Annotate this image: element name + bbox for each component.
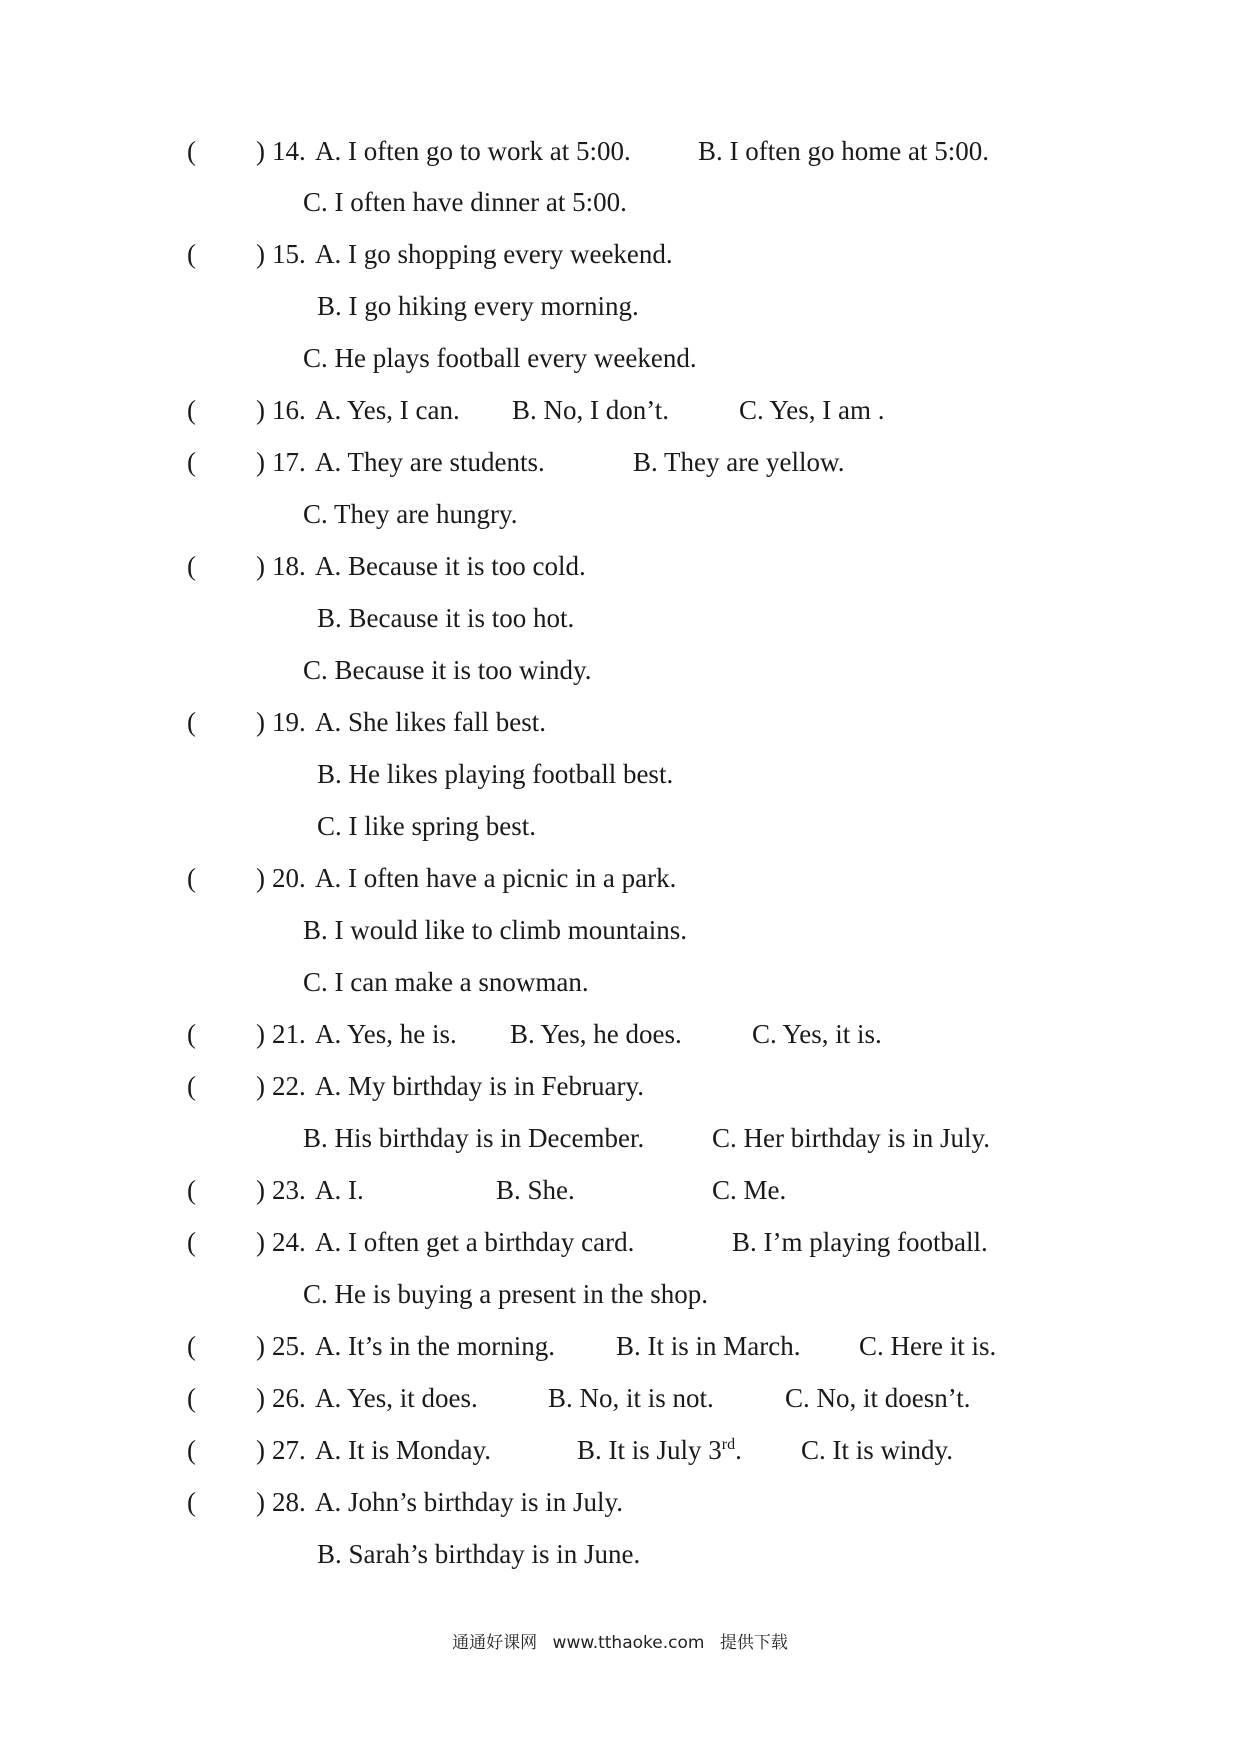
option-c: C. Here it is. bbox=[859, 1331, 997, 1361]
page-footer bbox=[0, 1628, 1240, 1653]
option-a: A. Yes, it does. bbox=[315, 1383, 478, 1413]
option-b: B. I would like to climb mountains. bbox=[303, 915, 687, 945]
option-b: B. No, it is not. bbox=[548, 1383, 714, 1413]
question-number: 21. bbox=[272, 1019, 306, 1049]
option-c: C. I often have dinner at 5:00. bbox=[303, 187, 627, 217]
option-a: A. I go shopping every weekend. bbox=[315, 239, 673, 269]
question-number: 19. bbox=[272, 707, 306, 737]
option-c: C. No, it doesn’t. bbox=[785, 1383, 971, 1413]
option-b: B. She. bbox=[496, 1175, 575, 1205]
option-c: C. It is windy. bbox=[801, 1435, 954, 1465]
option-c: C. He plays football every weekend. bbox=[303, 343, 697, 373]
footer-site-name: 通通好课网 bbox=[452, 1633, 538, 1653]
question-number: 16. bbox=[272, 395, 306, 425]
answer-paren-open: ( bbox=[187, 136, 196, 166]
option-a: A. I. bbox=[315, 1175, 364, 1205]
answer-paren-close: ) bbox=[256, 863, 265, 893]
question-number: 28. bbox=[272, 1487, 306, 1517]
option-c: C. Yes, it is. bbox=[752, 1019, 882, 1049]
answer-paren-open: ( bbox=[187, 1435, 196, 1465]
option-b: B. Sarah’s birthday is in June. bbox=[317, 1539, 641, 1569]
option-b: B. Yes, he does. bbox=[510, 1019, 682, 1049]
question-number: 20. bbox=[272, 863, 306, 893]
answer-paren-close: ) bbox=[256, 1227, 265, 1257]
option-b: B. Because it is too hot. bbox=[317, 603, 575, 633]
option-c: C. Me. bbox=[712, 1175, 787, 1205]
option-b: B. It is July 3rd. bbox=[577, 1435, 742, 1465]
answer-paren-close: ) bbox=[256, 707, 265, 737]
answer-paren-close: ) bbox=[256, 551, 265, 581]
answer-paren-close: ) bbox=[256, 1435, 265, 1465]
option-b: B. He likes playing football best. bbox=[317, 759, 674, 789]
question-number: 23. bbox=[272, 1175, 306, 1205]
answer-paren-open: ( bbox=[187, 1175, 196, 1205]
option-b: B. His birthday is in December. bbox=[303, 1123, 645, 1153]
option-c: C. Yes, I am . bbox=[739, 395, 885, 425]
answer-paren-open: ( bbox=[187, 551, 196, 581]
option-a: A. Yes, I can. bbox=[315, 395, 460, 425]
option-a: A. John’s birthday is in July. bbox=[315, 1487, 624, 1517]
option-b: B. I often go home at 5:00. bbox=[698, 136, 989, 166]
answer-paren-open: ( bbox=[187, 239, 196, 269]
option-a: A. Because it is too cold. bbox=[315, 551, 586, 581]
question-number: 17. bbox=[272, 447, 306, 477]
answer-paren-close: ) bbox=[256, 1331, 265, 1361]
answer-paren-close: ) bbox=[256, 395, 265, 425]
option-a: A. It is Monday. bbox=[315, 1435, 491, 1465]
question-number: 27. bbox=[272, 1435, 306, 1465]
option-c: C. He is buying a present in the shop. bbox=[303, 1279, 708, 1309]
question-number: 14. bbox=[272, 136, 306, 166]
answer-paren-open: ( bbox=[187, 447, 196, 477]
answer-paren-open: ( bbox=[187, 863, 196, 893]
answer-paren-open: ( bbox=[187, 1071, 196, 1101]
answer-paren-close: ) bbox=[256, 1383, 265, 1413]
answer-paren-open: ( bbox=[187, 707, 196, 737]
option-a: A. I often get a birthday card. bbox=[315, 1227, 635, 1257]
answer-paren-open: ( bbox=[187, 1487, 196, 1517]
option-b: B. They are yellow. bbox=[633, 447, 845, 477]
option-a: A. It’s in the morning. bbox=[315, 1331, 555, 1361]
answer-paren-close: ) bbox=[256, 1175, 265, 1205]
option-c: C. I can make a snowman. bbox=[303, 967, 589, 997]
ordinal-suffix: rd bbox=[721, 1436, 736, 1453]
option-b: B. I’m playing football. bbox=[732, 1227, 988, 1257]
answer-paren-close: ) bbox=[256, 1487, 265, 1517]
answer-paren-open: ( bbox=[187, 1383, 196, 1413]
option-a: A. Yes, he is. bbox=[315, 1019, 457, 1049]
option-a: A. I often go to work at 5:00. bbox=[315, 136, 631, 166]
answer-paren-close: ) bbox=[256, 447, 265, 477]
footer-url: www.tthaoke.com bbox=[552, 1633, 705, 1653]
answer-paren-open: ( bbox=[187, 1019, 196, 1049]
answer-paren-open: ( bbox=[187, 1227, 196, 1257]
answer-paren-open: ( bbox=[187, 395, 196, 425]
option-b: B. No, I don’t. bbox=[512, 395, 670, 425]
option-a: A. I often have a picnic in a park. bbox=[315, 863, 677, 893]
option-c: C. I like spring best. bbox=[317, 811, 536, 841]
option-c: C. Her birthday is in July. bbox=[712, 1123, 990, 1153]
question-number: 22. bbox=[272, 1071, 306, 1101]
option-a: A. She likes fall best. bbox=[315, 707, 546, 737]
option-c: C. They are hungry. bbox=[303, 499, 518, 529]
option-a: A. They are students. bbox=[315, 447, 545, 477]
answer-paren-close: ) bbox=[256, 1019, 265, 1049]
question-number: 15. bbox=[272, 239, 306, 269]
option-b: B. I go hiking every morning. bbox=[317, 291, 639, 321]
option-b: B. It is in March. bbox=[616, 1331, 801, 1361]
question-number: 25. bbox=[272, 1331, 306, 1361]
option-a: A. My birthday is in February. bbox=[315, 1071, 644, 1101]
option-c: C. Because it is too windy. bbox=[303, 655, 592, 685]
answer-paren-close: ) bbox=[256, 136, 265, 166]
question-number: 24. bbox=[272, 1227, 306, 1257]
footer-suffix: 提供下载 bbox=[719, 1633, 788, 1653]
question-number: 18. bbox=[272, 551, 306, 581]
answer-paren-close: ) bbox=[256, 1071, 265, 1101]
answer-paren-close: ) bbox=[256, 239, 265, 269]
answer-paren-open: ( bbox=[187, 1331, 196, 1361]
question-number: 26. bbox=[272, 1383, 306, 1413]
